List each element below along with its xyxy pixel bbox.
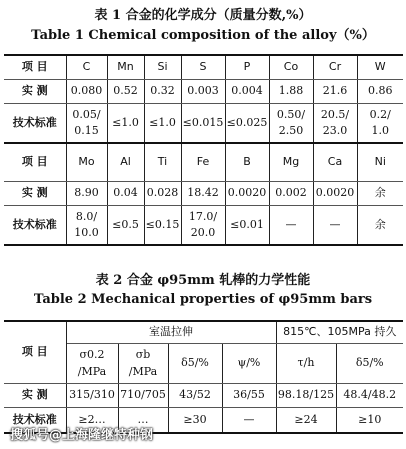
table1-chemical-composition <box>4 54 403 246</box>
header-cell: Mg <box>269 143 313 181</box>
table-cell: 8.90 <box>66 181 107 205</box>
table-cell: ≤0.15 <box>144 205 181 245</box>
header-cell: W <box>357 55 403 79</box>
row-label: 技术标准 <box>4 103 66 143</box>
table1-block2-header-row <box>4 143 403 181</box>
table-cell: 0.002 <box>269 181 313 205</box>
table2-standard-row <box>4 407 403 433</box>
table-cell: 0.004 <box>225 79 269 103</box>
table-cell: 0.028 <box>144 181 181 205</box>
table-cell: 21.6 <box>313 79 357 103</box>
row-label: 实 测 <box>4 79 66 103</box>
table-cell: ≥10 <box>336 407 403 433</box>
table-cell: 0.86 <box>357 79 403 103</box>
header-cell: Ca <box>313 143 357 181</box>
header-cell: Al <box>107 143 144 181</box>
table1-block2-standard-row <box>4 205 403 245</box>
table-cell: 8.0/ 10.0 <box>66 205 107 245</box>
table1-block1-standard-row <box>4 103 403 143</box>
header-cell: Mo <box>66 143 107 181</box>
table2-caption-en: Table 2 Mechanical properties of φ95mm bars <box>33 292 373 307</box>
table-cell: 315/310 <box>66 383 118 407</box>
table1-caption-en: Table 1 Chemical composition of the alloy（%） <box>31 28 375 43</box>
table-cell: 0.04 <box>107 181 144 205</box>
header-cell: S <box>181 55 225 79</box>
table-cell: ≤0.01 <box>225 205 269 245</box>
table-cell: ≥30 <box>168 407 222 433</box>
table-cell: — <box>222 407 276 433</box>
table-cell: 18.42 <box>181 181 225 205</box>
header-cell: Cr <box>313 55 357 79</box>
header-cell: σb /MPa <box>118 343 168 383</box>
table-cell: ≥24 <box>276 407 336 433</box>
table-cell: 17.0/ 20.0 <box>181 205 225 245</box>
table-cell: 43/52 <box>168 383 222 407</box>
table-cell: 36/55 <box>222 383 276 407</box>
table1-block2-measured-row <box>4 181 403 205</box>
table-cell: ≥2… <box>66 407 118 433</box>
header-cell: Fe <box>181 143 225 181</box>
table-cell: … <box>118 407 168 433</box>
header-cell: τ/h <box>276 343 336 383</box>
header-cell: P <box>225 55 269 79</box>
header-cell: δ5/% <box>336 343 403 383</box>
header-cell: σ0.2 /MPa <box>66 343 118 383</box>
row-label: 技术标准 <box>4 407 66 433</box>
header-cell: B <box>225 143 269 181</box>
table-cell: 0.05/ 0.15 <box>66 103 107 143</box>
table-cell: ≤0.5 <box>107 205 144 245</box>
header-cell: Si <box>144 55 181 79</box>
table-cell: 0.0020 <box>313 181 357 205</box>
header-cell: 项 目 <box>4 143 66 181</box>
header-cell: ψ/% <box>222 343 276 383</box>
header-cell: Ti <box>144 143 181 181</box>
row-label: 实 测 <box>4 181 66 205</box>
table-cell: 710/705 <box>118 383 168 407</box>
table1-block1-header-row <box>4 55 403 79</box>
table-cell: 0.080 <box>66 79 107 103</box>
watermark-text: 搜狐号@上海隆继特种钢 <box>10 428 154 443</box>
table-cell: — <box>269 205 313 245</box>
table-cell: 20.5/ 23.0 <box>313 103 357 143</box>
group-creep-rupture: 815℃、105MPa 持久 <box>276 321 403 343</box>
table-cell: 0.32 <box>144 79 181 103</box>
table2-measured-row <box>4 383 403 407</box>
table-cell: 48.4/48.2 <box>336 383 403 407</box>
table-cell: ≤0.015 <box>181 103 225 143</box>
header-cell: C <box>66 55 107 79</box>
header-cell: Ni <box>357 143 403 181</box>
header-cell: 项 目 <box>4 55 66 79</box>
table-cell: 0.52 <box>107 79 144 103</box>
table-cell: 余 <box>357 205 403 245</box>
row-label: 技术标准 <box>4 205 66 245</box>
table-cell: 98.18/125 <box>276 383 336 407</box>
table-cell: ≤1.0 <box>107 103 144 143</box>
header-cell: Mn <box>107 55 144 79</box>
table2-mechanical-properties <box>4 320 403 434</box>
table-cell: 0.003 <box>181 79 225 103</box>
header-cell: δ5/% <box>168 343 222 383</box>
table-cell: 余 <box>357 181 403 205</box>
header-cell: Co <box>269 55 313 79</box>
table-cell: ≤0.025 <box>225 103 269 143</box>
table-cell: 1.88 <box>269 79 313 103</box>
table-cell: 0.0020 <box>225 181 269 205</box>
group-room-temp-tensile: 室温拉伸 <box>66 321 276 343</box>
table-cell: — <box>313 205 357 245</box>
table-cell: ≤1.0 <box>144 103 181 143</box>
table1-caption-cn: 表 1 合金的化学成分（质量分数,%） <box>94 8 312 23</box>
item-label: 项 目 <box>4 321 66 383</box>
row-label: 实 测 <box>4 383 66 407</box>
table2-group-row <box>4 321 403 343</box>
table2-caption-cn: 表 2 合金 φ95mm 轧棒的力学性能 <box>95 273 311 288</box>
table-cell: 0.2/ 1.0 <box>357 103 403 143</box>
table1-block1-measured-row <box>4 79 403 103</box>
table-cell: 0.50/ 2.50 <box>269 103 313 143</box>
